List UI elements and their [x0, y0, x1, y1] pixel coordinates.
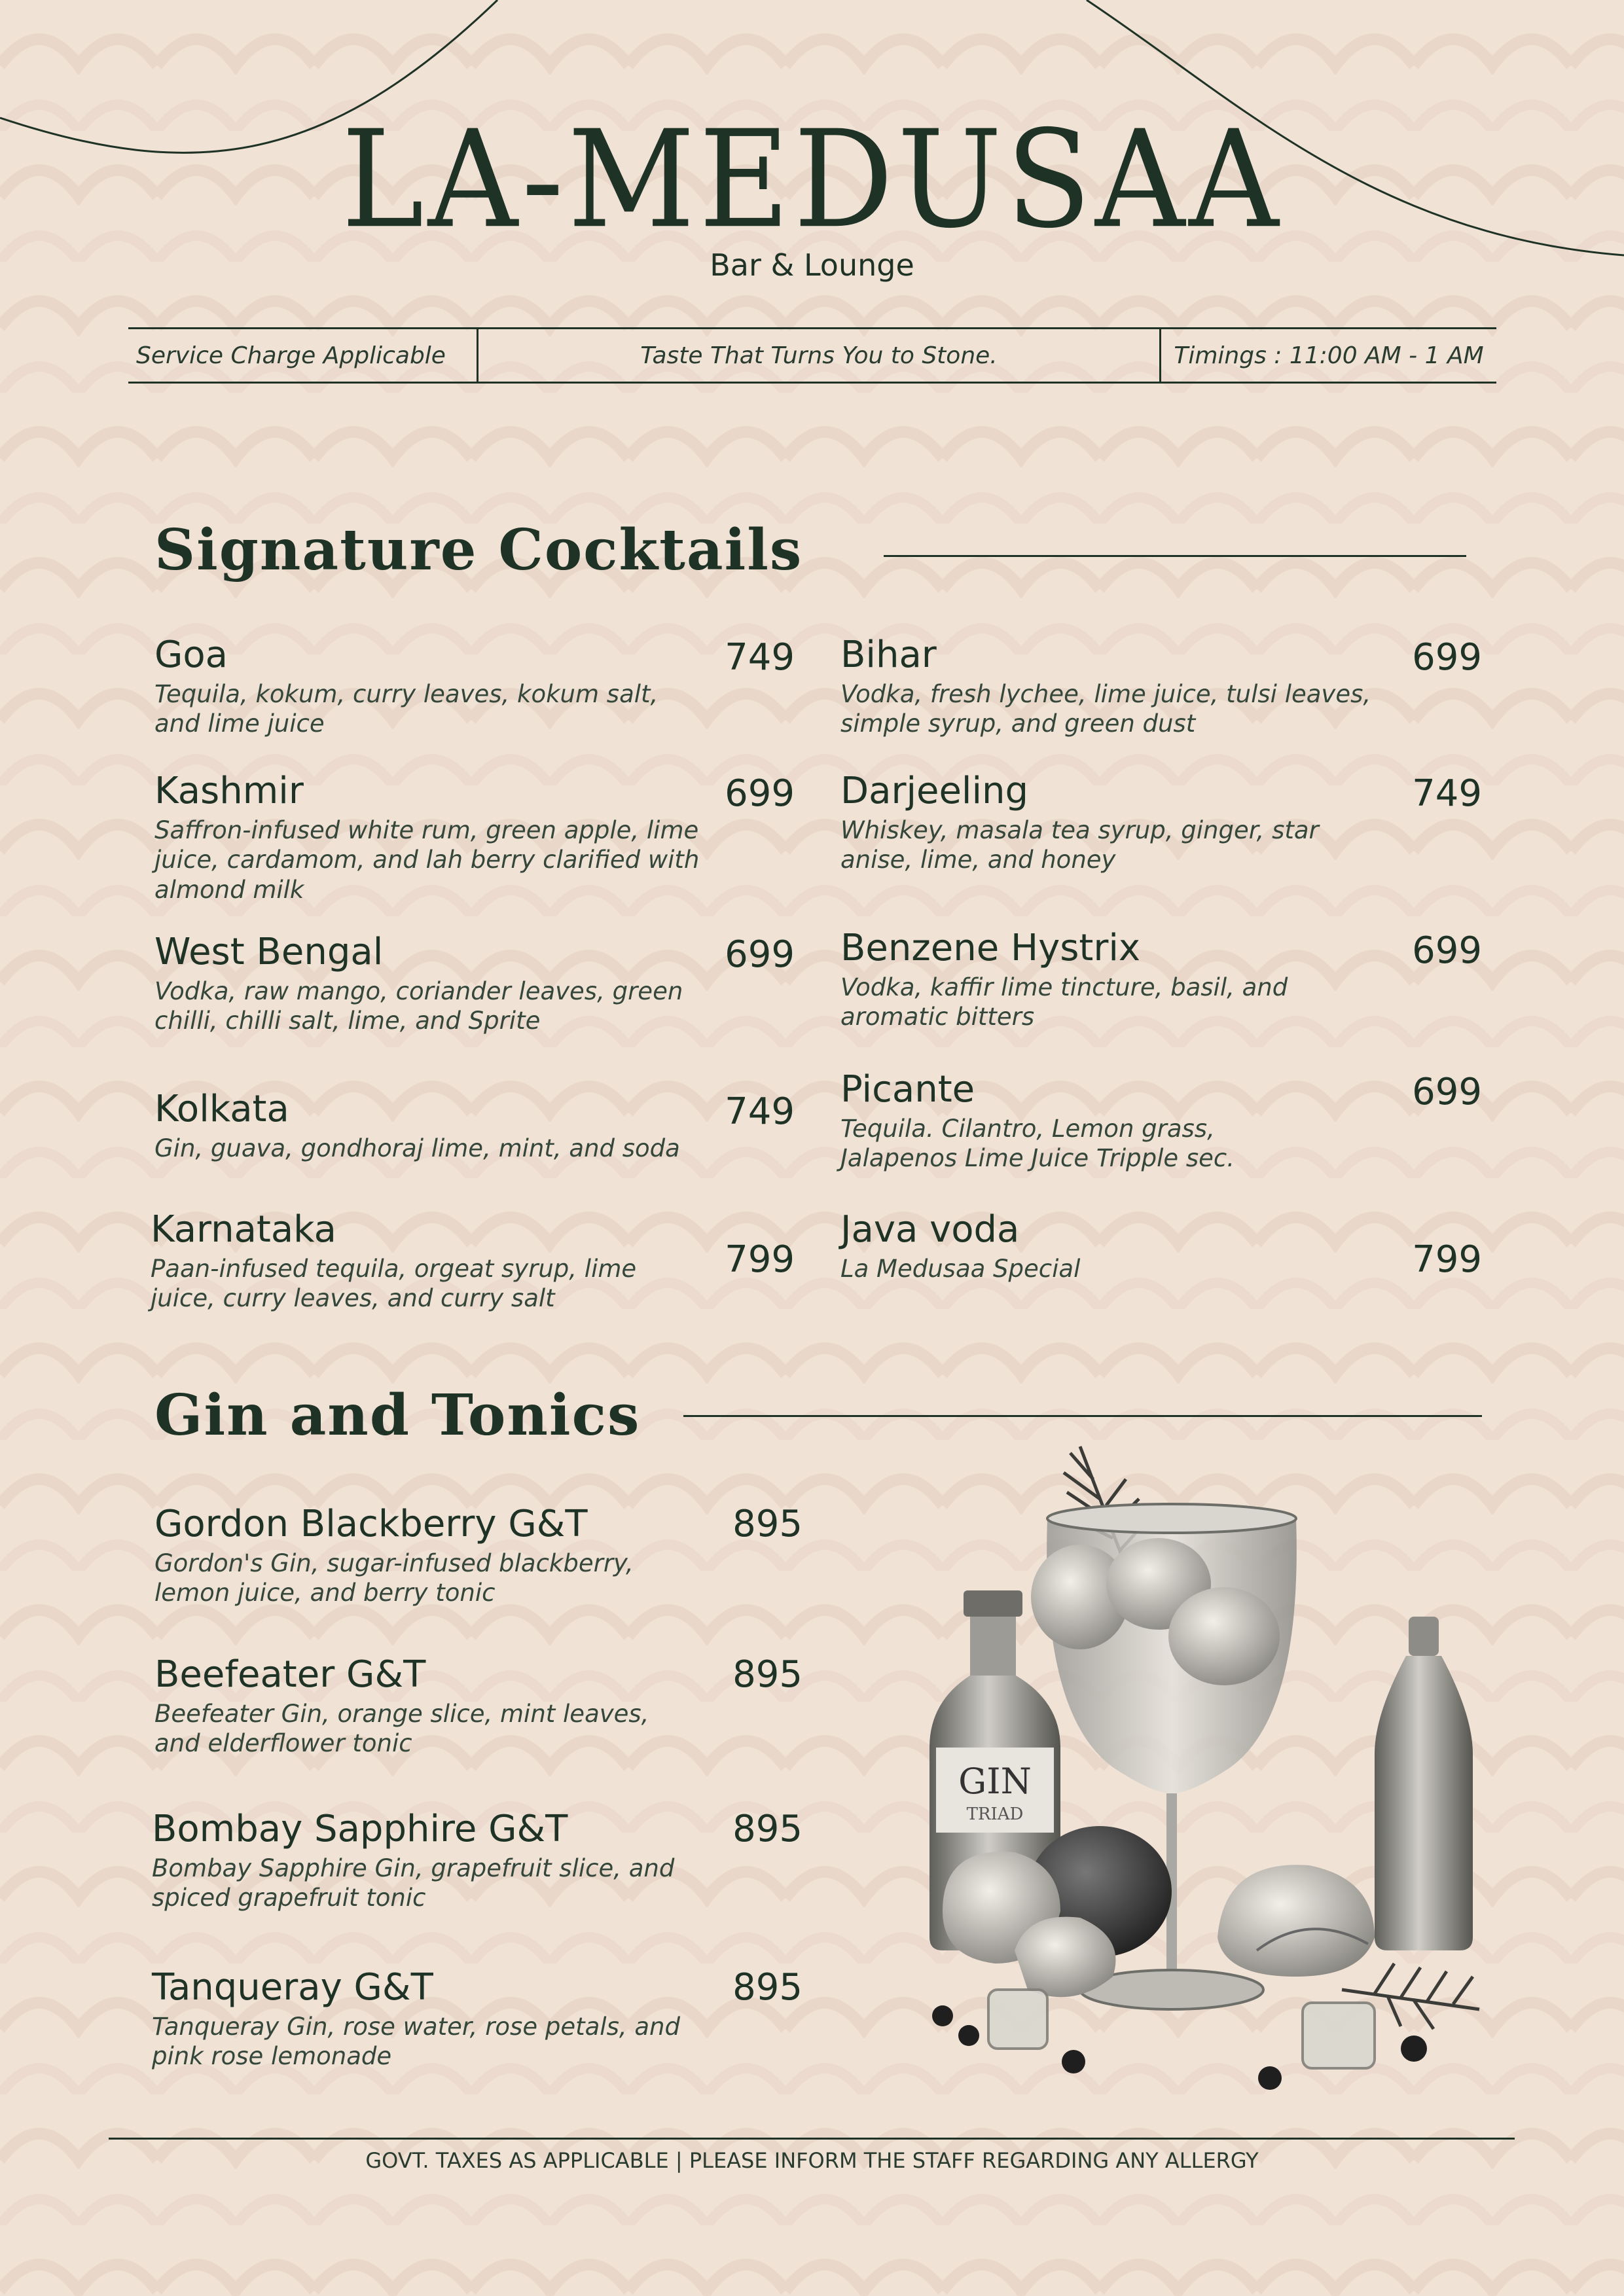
footer-rule: [109, 2138, 1515, 2140]
item-description: Saffron-infused white rum, green apple, lime juice, cardamom, and lah berry clarified with almond milk: [154, 816, 700, 905]
menu-item: [154, 932, 744, 1036]
menu-item: [154, 635, 744, 739]
item-description: Tequila. Cilantro, Lemon grass, Jalapenos Lime Juice Tripple sec.: [840, 1114, 1235, 1173]
tonic-bottle: [1375, 1617, 1473, 1950]
item-name: West Bengal: [154, 931, 384, 973]
gin-tonic-illustration: [916, 1440, 1492, 2094]
item-description: Vodka, kaffir lime tincture, basil, and aromatic bitters: [840, 973, 1288, 1031]
item-description: Vodka, raw mango, coriander leaves, green chilli, chilli salt, lime, and Sprite: [154, 977, 683, 1035]
item-price: 895: [732, 1503, 803, 1545]
item-name: Beefeater G&T: [154, 1653, 426, 1696]
section-rule: [683, 1415, 1482, 1417]
item-name: Tanqueray G&T: [152, 1966, 433, 2009]
ice-cube: [1303, 2003, 1375, 2068]
bottle-label-triad: TRIAD: [966, 1804, 1024, 1824]
item-description: Tanqueray Gin, rose water, rose petals, and pink rose lemonade: [152, 2012, 680, 2071]
item-name: Kashmir: [154, 770, 304, 812]
section-title-gin-and-tonics: Gin and Tonics: [154, 1382, 641, 1448]
item-price: 699: [1412, 636, 1482, 679]
item-name: Darjeeling: [840, 770, 1029, 812]
slogan: Taste That Turns You to Stone.: [478, 329, 1161, 382]
menu-item: [152, 1809, 741, 1913]
item-name: Goa: [154, 634, 228, 676]
item-description: Bombay Sapphire Gin, grapefruit slice, and spiced grapefruit tonic: [152, 1854, 675, 1912]
brand-subtitle: Bar & Lounge: [710, 247, 914, 283]
menu-item: [840, 635, 1430, 739]
logo-block: [0, 101, 1624, 283]
berry: [932, 2005, 953, 2026]
item-price: 749: [1412, 772, 1482, 815]
item-price: 699: [725, 772, 795, 815]
timings: Timings : 11:00 AM - 1 AM: [1174, 342, 1484, 369]
item-name: Karnataka: [151, 1208, 336, 1251]
item-name: Kolkata: [154, 1088, 289, 1130]
berry: [958, 2025, 979, 2046]
menu-item: [154, 1504, 744, 1608]
brand-logo: LA-MEDUSAA: [341, 101, 1283, 258]
item-description: Gordon's Gin, sugar-infused blackberry, lemon juice, and berry tonic: [154, 1549, 634, 1607]
section-title-signature-cocktails: Signature Cocktails: [154, 517, 803, 583]
item-price: 699: [1412, 929, 1482, 972]
footer-note: GOVT. TAXES AS APPLICABLE | PLEASE INFORM THE STAFF REGARDING ANY ALLERGY: [365, 2148, 1259, 2173]
menu-item: [152, 1967, 741, 2072]
menu-item: [151, 1210, 740, 1314]
berry: [1258, 2066, 1282, 2090]
item-description: La Medusaa Special: [840, 1254, 1081, 1283]
item-price: 749: [725, 636, 795, 679]
ice-cube: [988, 1990, 1047, 2049]
menu-item: [840, 928, 1430, 1032]
item-description: Gin, guava, gondhoraj lime, mint, and soda: [154, 1134, 680, 1162]
info-bar: [128, 327, 1496, 384]
item-price: 895: [732, 1808, 803, 1850]
item-price: 799: [1412, 1238, 1482, 1281]
item-name: Benzene Hystrix: [840, 927, 1141, 969]
berry: [1062, 2050, 1085, 2073]
berry: [1401, 2036, 1427, 2062]
menu-item: [840, 1210, 1430, 1283]
item-price: 749: [725, 1090, 795, 1133]
item-name: Bihar: [840, 634, 937, 676]
item-name: Picante: [840, 1068, 975, 1111]
item-name: Java voda: [840, 1208, 1020, 1251]
bottle-label-gin: GIN: [958, 1761, 1032, 1802]
item-price: 895: [732, 1966, 803, 2009]
item-price: 799: [725, 1238, 795, 1281]
item-description: Paan-infused tequila, orgeat syrup, lime juice, curry leaves, and curry salt: [151, 1254, 637, 1313]
item-description: Beefeater Gin, orange slice, mint leaves, and elderflower tonic: [154, 1699, 649, 1758]
item-name: Gordon Blackberry G&T: [154, 1503, 588, 1545]
item-description: Tequila, kokum, curry leaves, kokum salt, and lime juice: [154, 679, 659, 738]
menu-item: [154, 1089, 744, 1163]
grapefruit-half: [1218, 1865, 1375, 1977]
service-charge-note: Service Charge Applicable: [128, 329, 478, 382]
item-price: 895: [732, 1653, 803, 1696]
menu-item: [154, 1655, 744, 1759]
item-name: Bombay Sapphire G&T: [152, 1808, 568, 1850]
section-rule: [884, 555, 1466, 557]
item-description: Whiskey, masala tea syrup, ginger, star anise, lime, and honey: [840, 816, 1319, 874]
item-price: 699: [1412, 1071, 1482, 1113]
menu-item: [840, 771, 1430, 875]
item-description: Vodka, fresh lychee, lime juice, tulsi leaves, simple syrup, and green dust: [840, 679, 1371, 738]
menu-item: [840, 1069, 1430, 1174]
item-price: 699: [725, 933, 795, 976]
menu-item: [154, 771, 744, 905]
